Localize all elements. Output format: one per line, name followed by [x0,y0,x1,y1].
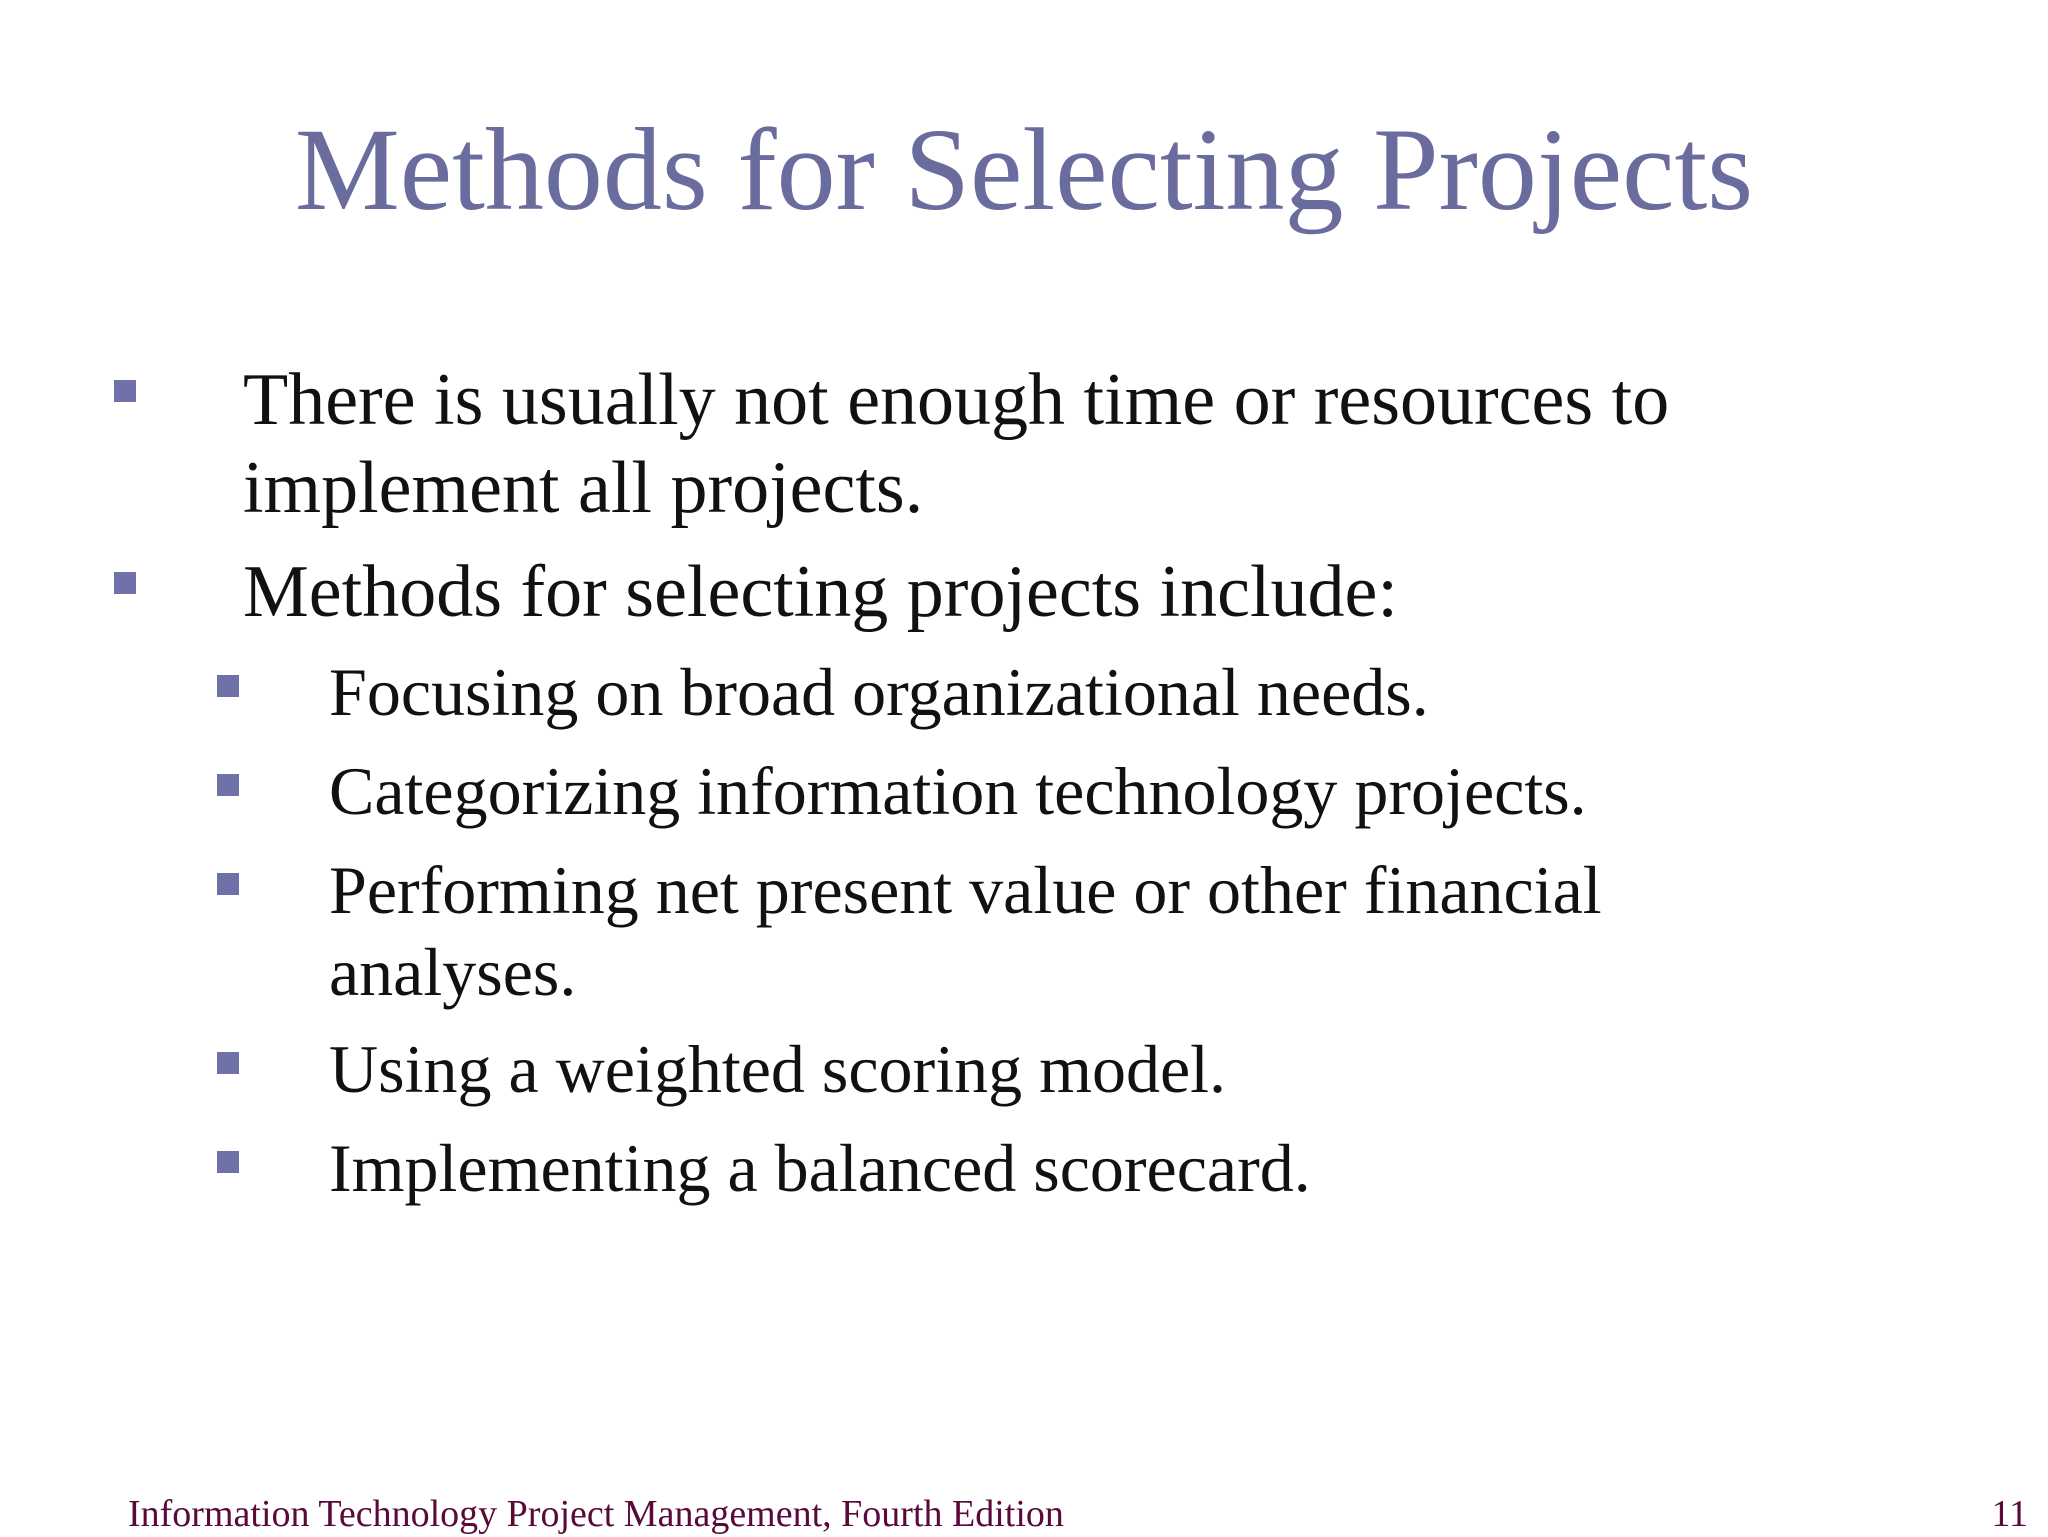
slide-title: Methods for Selecting Projects [294,104,1754,235]
square-bullet-icon [217,675,239,697]
sub-bullet-5: Implementing a balanced scorecard. [329,1130,1311,1206]
bullet-1-line-2: implement all projects. [243,447,924,529]
sub-bullet-4: Using a weighted scoring model. [329,1031,1227,1107]
bullet-2-line-1: Methods for selecting projects include: [243,551,1398,633]
square-bullet-icon [114,572,136,594]
square-bullet-icon [217,774,239,796]
square-bullet-icon [114,380,136,402]
sub-bullet-3-line-2: analyses. [329,934,577,1010]
sub-bullet-3-line-1: Performing net present value or other financial [329,852,1602,928]
sub-bullet-2: Categorizing information technology projects. [329,753,1587,829]
page-number: 11 [1991,1493,2028,1535]
sub-bullet-1: Focusing on broad organizational needs. [329,654,1429,730]
bullet-1-line-1: There is usually not enough time or resources to [243,359,1670,441]
square-bullet-icon [217,1151,239,1173]
square-bullet-icon [217,1052,239,1074]
footer-course-title: Information Technology Project Management, Fourth Edition [128,1493,1064,1535]
square-bullet-icon [217,873,239,895]
